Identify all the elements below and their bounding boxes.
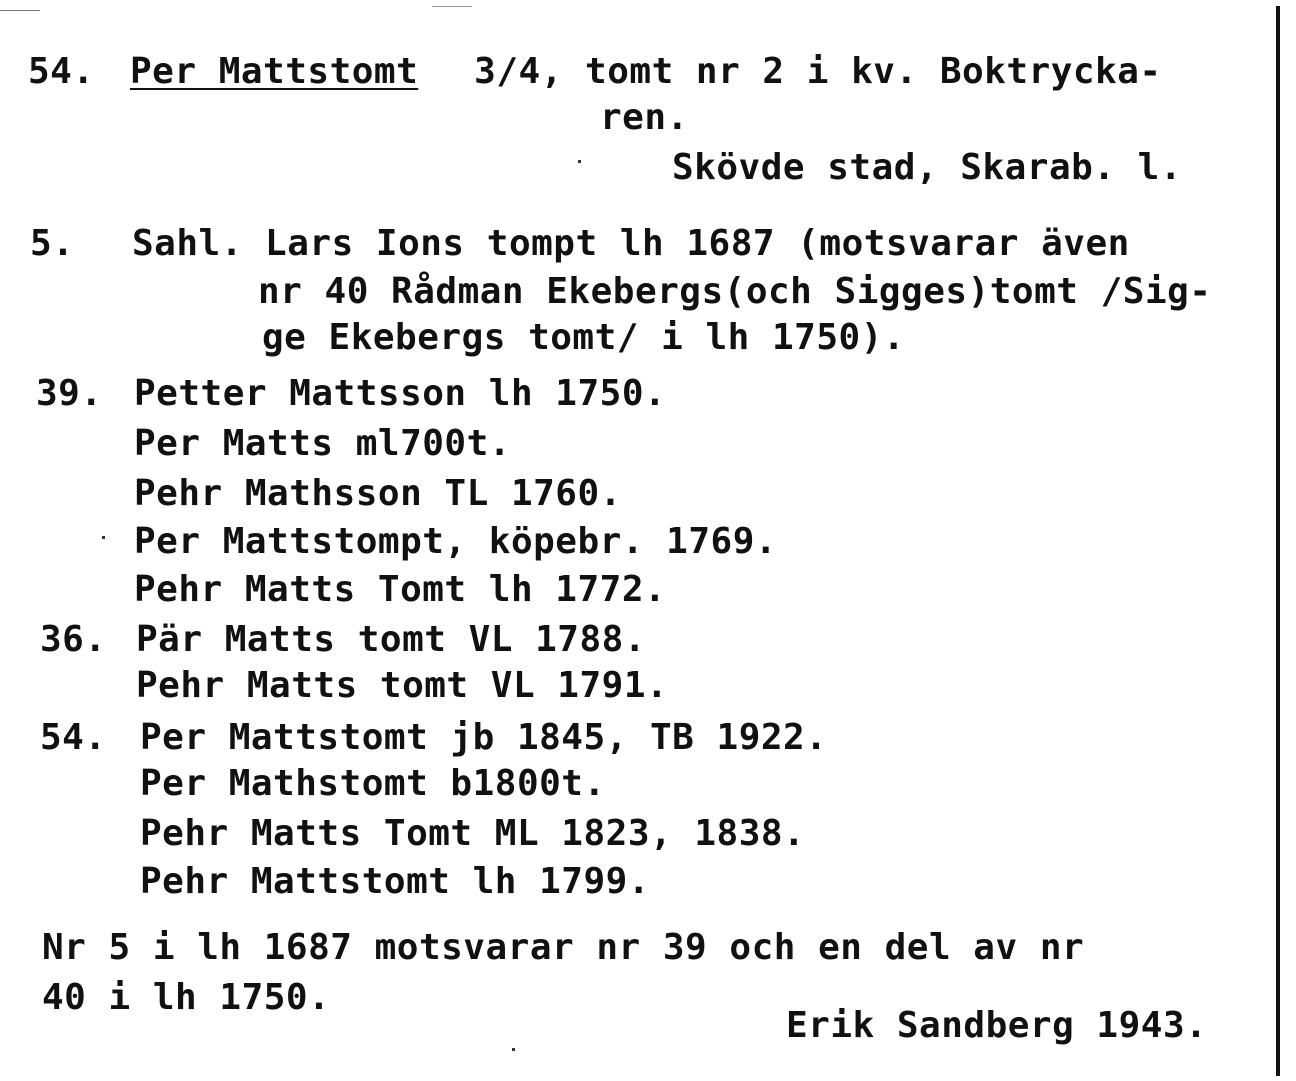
scan-speck bbox=[578, 160, 581, 163]
note-line-2: 40 i lh 1750. bbox=[42, 977, 331, 1018]
entry-text: Sahl. Lars Ions tompt lh 1687 (motsvarar även bbox=[132, 223, 1130, 264]
entry-text: Per Mattstomt jb 1845, TB 1922. bbox=[140, 717, 828, 758]
entry-number: 54. bbox=[40, 717, 107, 758]
scan-speck bbox=[102, 536, 105, 539]
entry-number: 5. bbox=[30, 223, 75, 264]
entry-text: nr 40 Rådman Ekebergs(och Sigges)tomt /Sig- bbox=[258, 271, 1212, 312]
entry-text: Pär Matts tomt VL 1788. bbox=[136, 619, 646, 660]
entry-text: Per Mathstomt b1800t. bbox=[140, 763, 606, 804]
entry-text: Pehr Matts tomt VL 1791. bbox=[136, 665, 669, 706]
header-rest: 3/4, tomt nr 2 i kv. Boktrycka- bbox=[452, 51, 1162, 92]
entry-text: Per Matts ml700t. bbox=[134, 423, 511, 464]
card-right-border bbox=[1276, 6, 1280, 1076]
card-top-edge-mark bbox=[432, 6, 472, 7]
entry-text: Per Mattstompt, köpebr. 1769. bbox=[134, 521, 778, 562]
header-name: Per Mattstomt bbox=[130, 51, 419, 92]
entry-text: Petter Mattsson lh 1750. bbox=[134, 373, 667, 414]
note-line-1: Nr 5 i lh 1687 motsvarar nr 39 och en del av nr bbox=[42, 927, 1085, 968]
entry-text: Pehr Matts Tomt lh 1772. bbox=[134, 569, 667, 610]
header-place: Skövde stad, Skarab. l. bbox=[672, 147, 1182, 188]
entry-number: 36. bbox=[40, 619, 107, 660]
card-top-edge bbox=[0, 10, 40, 11]
entry-text: Pehr Mattstomt lh 1799. bbox=[140, 861, 650, 902]
entry-text: ge Ekebergs tomt/ i lh 1750). bbox=[262, 317, 906, 358]
scan-speck bbox=[512, 1048, 515, 1051]
header-continuation: ren. bbox=[600, 97, 689, 138]
signature: Erik Sandberg 1943. bbox=[786, 1005, 1208, 1046]
header-number: 54. bbox=[28, 51, 95, 92]
entry-text: Pehr Matts Tomt ML 1823, 1838. bbox=[140, 813, 806, 854]
entry-number: 39. bbox=[36, 373, 103, 414]
entry-text: Pehr Mathsson TL 1760. bbox=[134, 473, 622, 514]
